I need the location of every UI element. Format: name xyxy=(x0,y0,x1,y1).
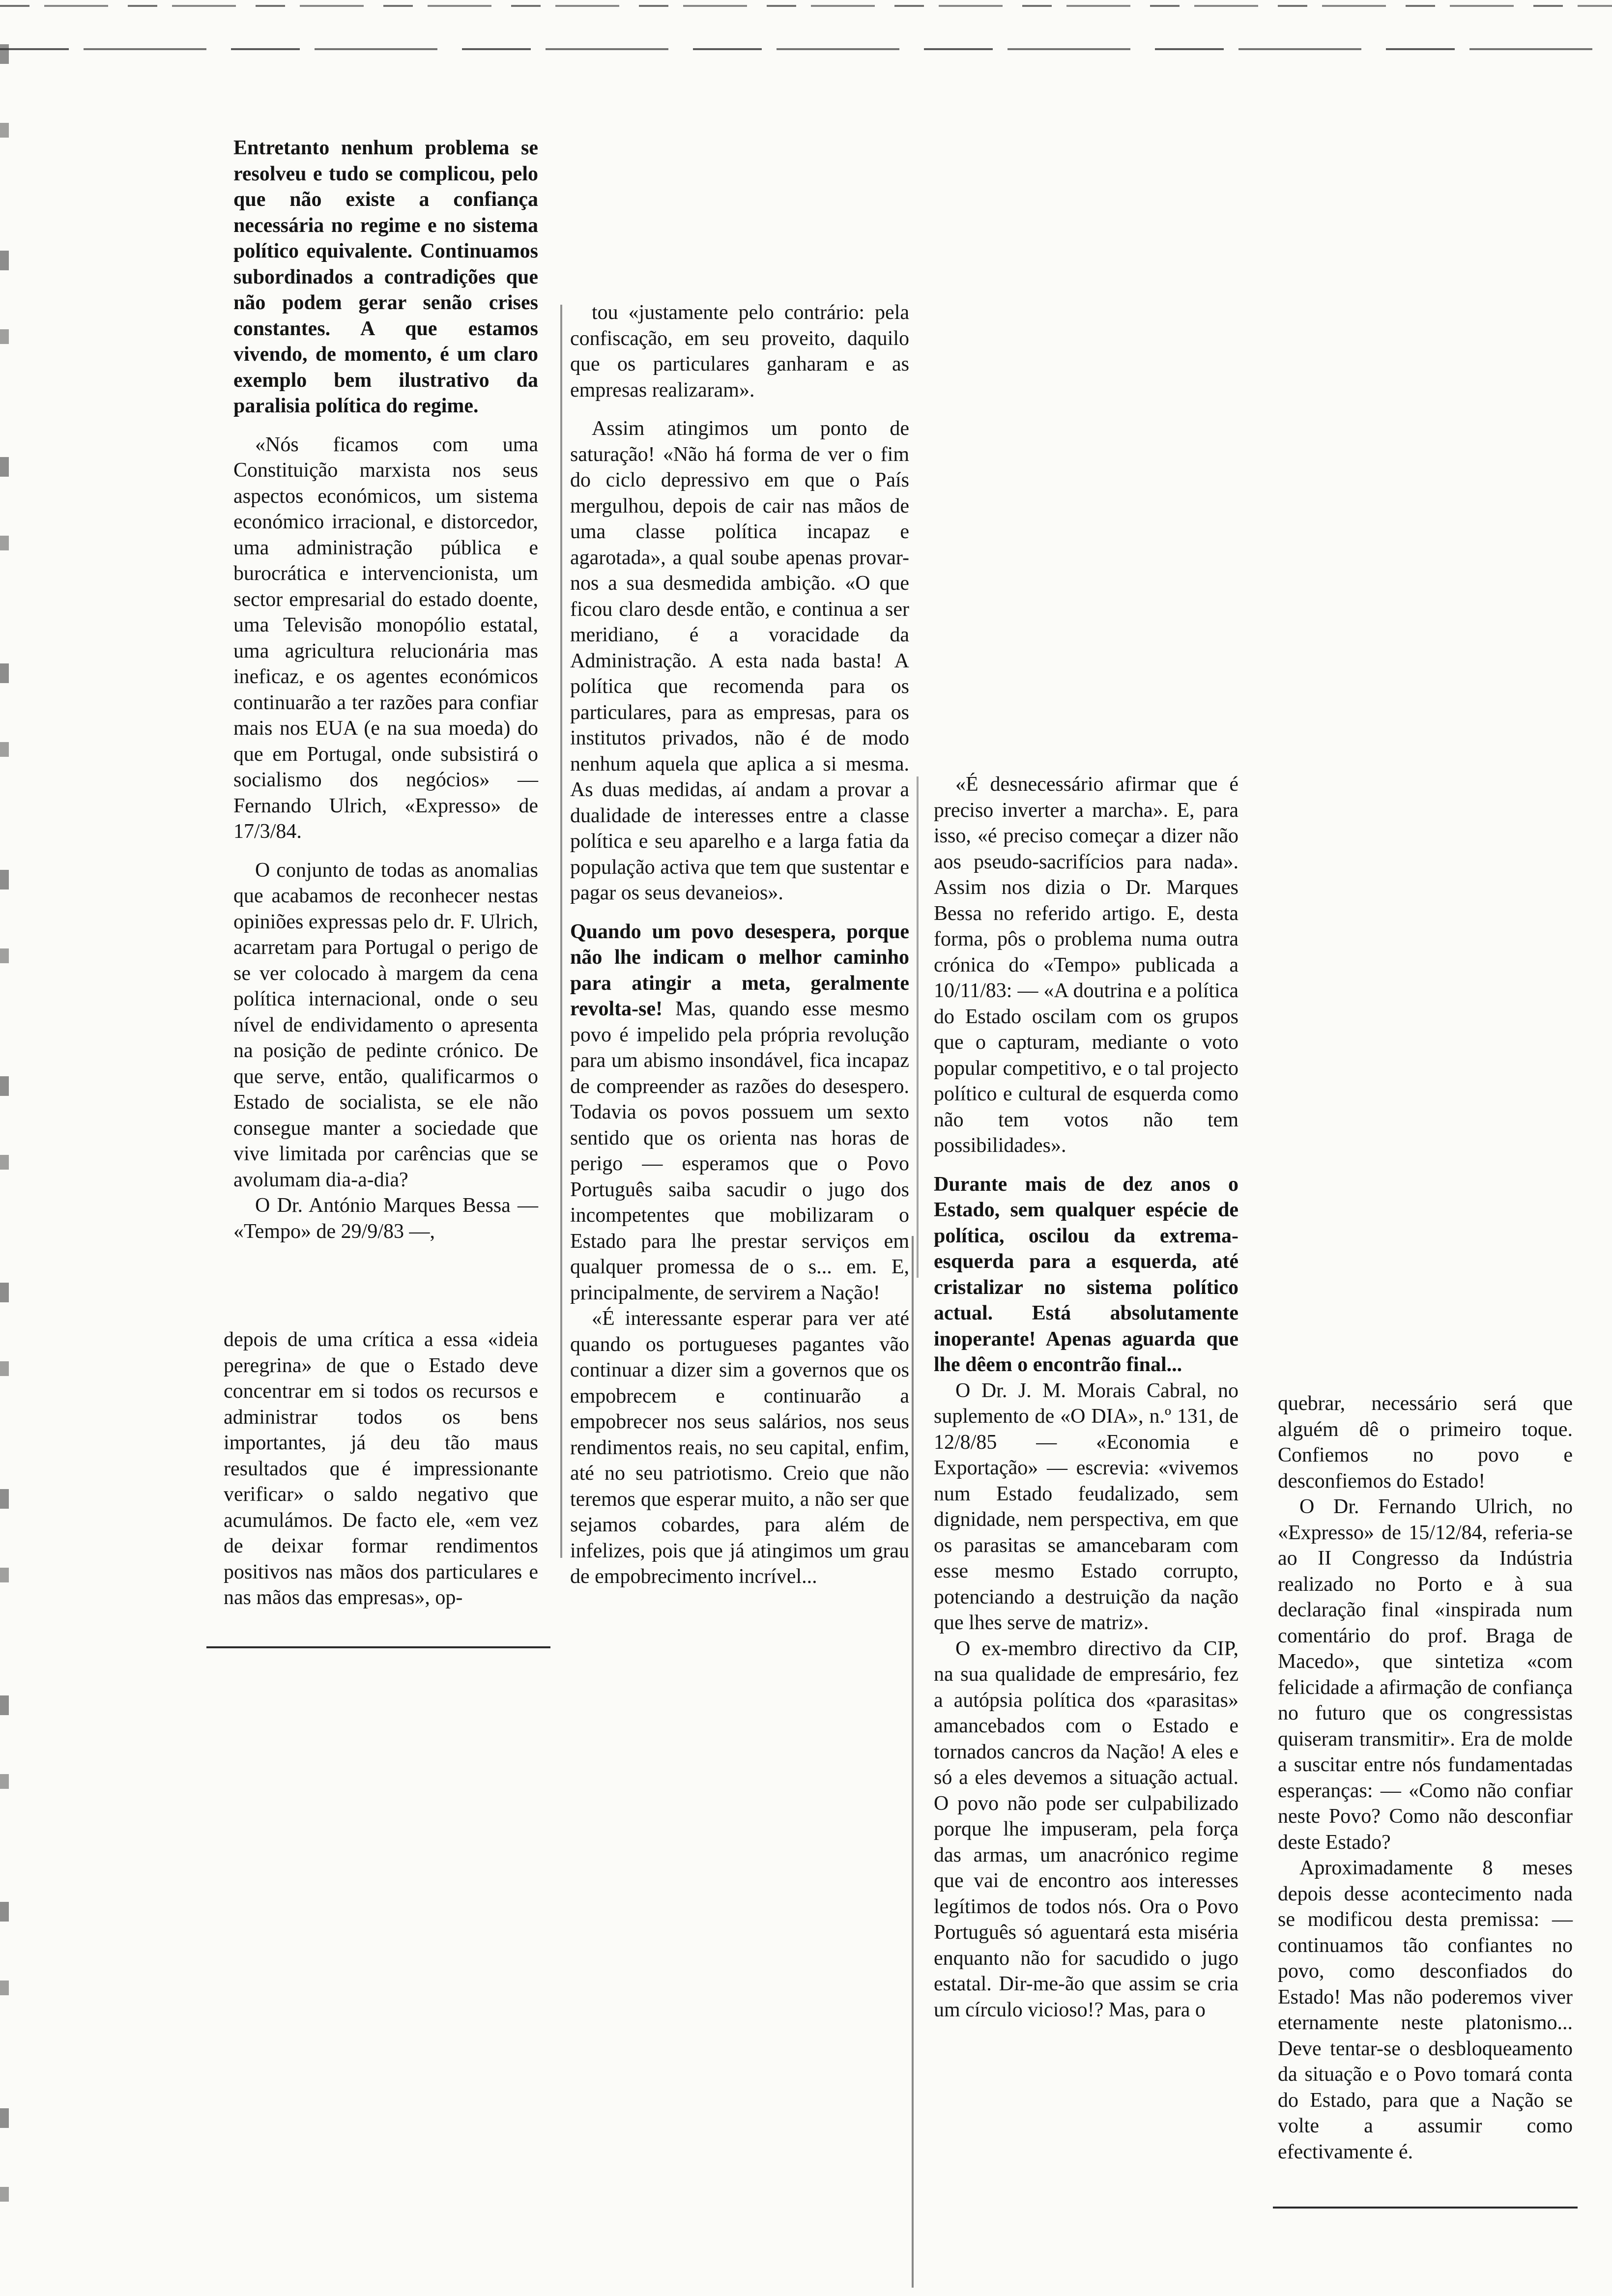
col2-paragraph-2: Assim atingimos um ponto de saturação! «Não há forma de ver o fim do ciclo depressivo em que o País mergulhou, depois de cair nas mãos de uma classe política incapaz e agarotada», a qual soube apenas provar-nos a sua desmedida ambição. «O que ficou claro desde então, e continua a ser meridiano, é a voracidade da Administração. A esta nada basta! A política que recomenda para os particulares, para as empresas, para os institutos privados, não é de modo nenhum aquela que aplica a si mesma. As duas medidas, aí andam a provar a dualidade de interesses entre a classe política e seu aparelho e a larga fatia da população activa que tem que sustentar e pagar os seus devaneios». xyxy=(570,417,909,904)
col4-paragraph-1: quebrar, necessário será que alguém dê o primeiro toque. Confiemos no povo e desconfiemos do Estado! xyxy=(1278,1392,1573,1492)
column-2 xyxy=(570,300,909,1590)
col2-paragraph-1: tou «justamente pelo contrário: pela confiscação, em seu proveito, daquilo que os particulares ganharam e as empresas realizaram». xyxy=(570,301,909,402)
col2-highlight-text: Quando um povo desespera, porque não lhe indicam o melhor caminho para atingir a meta, geralmente revolta-se! xyxy=(570,920,909,1020)
col2-paragraph-3b: Mas, quando esse mesmo povo é impelido pela própria revolução para um abismo insondável, fica incapaz de compreender as razões do desespero. Todavia os povos possuem um sexto sentido que os orienta nas horas de perigo — esperamos que o Povo Português saiba sacudir o jugo dos incompetentes que mobilizaram o Estado para lhe prestar serviços em qualquer promessa de o s... em. E, principalmente, de servirem a Nação! xyxy=(570,998,909,1304)
column-1 xyxy=(233,135,538,1244)
column-divider-1 xyxy=(560,305,562,1558)
col1-paragraph-5: depois de uma crítica a essa «ideia peregrina» de que o Estado deve concentrar em si todos os recursos e administrar todos os bens importantes, já deu tão maus resultados que é impressionante verificar» o saldo negativo que acumulámos. De facto ele, «em vez de deixar formar rendimentos positivos nas mãos dos particulares e nas mãos das empresas», op- xyxy=(224,1328,538,1609)
left-edge-mark xyxy=(0,44,9,2256)
header-rule xyxy=(0,48,1612,50)
col4-paragraph-3: Aproximadamente 8 meses depois desse acontecimento nada se modificou desta premissa: — continuamos tão confiantes no povo, como desconfiados do Estado! Mas não poderemos viver eternamente neste platonismo... Deve tentar-se o desbloqueamento da situação e o Povo tomará conta do Estado, para que a Nação se volte a assumir como efectivamente é. xyxy=(1278,1857,1573,2163)
col3-highlight-paragraph: Durante mais de dez anos o Estado, sem qualquer espécie de política, oscilou da extrema-esquerda para a esquerda, até cristalizar no sistema político actual. Está absolutamente inoperante! Apenas aguarda que lhe dêem o encontrão final... xyxy=(934,1173,1238,1376)
col1-paragraph-4: O Dr. António Marques Bessa — «Tempo» de 29/9/83 —, xyxy=(233,1194,538,1243)
column-4 xyxy=(1278,1391,1573,2165)
col3-paragraph-4: O ex-membro directivo da CIP, na sua qualidade de empresário, fez a autópsia política dos «parasitas» amancebados com o Estado e tornados cancros da Nação! A eles e só a eles devemos a situação actual. O povo não pode ser culpabilizado porque lhe impuseram, pela força das armas, um anacrónico regime que vai de encontro aos interesses legítimos de todos nós. Ora o Povo Português só aguentará esta miséria enquanto não for sacudido o jugo estatal. Dir-me-ão que assim se cria um círculo vicioso!? Mas, para o xyxy=(934,1637,1238,2021)
col2-highlight-paragraph xyxy=(570,919,909,1306)
col1-lead-paragraph: Entretanto nenhum problema se resolveu e tudo se complicou, pelo que não existe a confiança necessária no regime e no sistema político equivalente. Continuamos subordinados a contradições que não podem gerar senão crises constantes. A que estamos vivendo, de momento, é um claro exemplo bem ilustrativo da paralisia política do regime. xyxy=(233,137,538,417)
col4-paragraph-2: O Dr. Fernando Ulrich, no «Expresso» de 15/12/84, referia-se ao II Congresso da Indústria realizado no Porto e à sua declaração final «inspirada num comentário do prof. Braga de Macedo», que sintetiza «com felicidade a afirmação de confiança no futuro que os congressistas quiseram transmitir». Era de molde a suscitar entre nós fundamentadas esperanças: — «Como não confiar neste Povo? Como não desconfiar deste Estado? xyxy=(1278,1495,1573,1854)
col3-paragraph-3: O Dr. J. M. Morais Cabral, no suplemento de «O DIA», n.º 131, de 12/8/85 — «Economia e Exportação» — escrevia: «vivemos num Estado feudalizado, sem dignidade, nem perspectiva, em que os parasitas se amancebaram com esse mesmo Estado corrupto, potenciando a destruição da nação que lhes serve de matriz». xyxy=(934,1379,1238,1634)
col4-bottom-rule xyxy=(1273,2207,1578,2209)
column-3 xyxy=(934,772,1238,2023)
col3-paragraph-1: «É desnecessário afirmar que é preciso inverter a marcha». E, para isso, «é preciso começar a dizer não aos pseudo-sacrifícios para nada». Assim nos dizia o Dr. Marques Bessa no referido artigo. E, desta forma, pôs o problema numa outra crónica do «Tempo» publicada a 10/11/83: — «A doutrina e a política do Estado oscilam com os grupos que o capturam, mediante o voto popular competitivo, e o tal projecto político e cultural de esquerda como não tem votos não tem possibilidades». xyxy=(934,773,1238,1157)
col1-bottom-rule xyxy=(206,1646,550,1648)
column-divider-2 xyxy=(917,776,919,1278)
column-1-continued xyxy=(224,1327,538,1611)
col2-paragraph-4: «É interessante esperar para ver até quando os portugueses pagantes vão continuar a dizer sim a governos que os empobrecem e continuarão a empobrecer nos seus salários, nos seus rendimentos reais, no seu capital, enfim, até no seu patriotismo. Creio que não teremos que esperar muito, a não ser que sejamos cobardes, para além de infelizes, pois que já atingimos um grau de empobrecimento incrível... xyxy=(570,1307,909,1588)
column-divider-3 xyxy=(912,1236,914,2288)
col1-paragraph-3: O conjunto de todas as anomalias que acabamos de reconhecer nestas opiniões expressas pelo dr. F. Ulrich, acarretam para Portugal o perigo de se ver colocado à margem da cena política internacional, onde o seu nível de endividamento o apresenta na posição de pedinte crónico. De que serve, então, qualificarmos o Estado de socialista, se ele não consegue manter a sociedade que vive limitada por carências que se avolumam dia-a-dia? xyxy=(233,859,538,1191)
top-border-line xyxy=(0,5,1612,7)
col1-quote-paragraph: «Nós ficamos com uma Constituição marxista nos seus aspectos económicos, um sistema económico irracional, e distorcedor, uma administração pública e burocrática e intervencionista, um sector empresarial do estado doente, uma Televisão monopólio estatal, uma agricultura relucionária mas ineficaz, e os agentes económicos continuarão a ter razões para confiar mais nos EUA (e na sua moeda) do que em Portugal, onde subsistirá o socialismo dos negócios» — Fernando Ulrich, «Expresso» de 17/3/84. xyxy=(233,433,538,843)
